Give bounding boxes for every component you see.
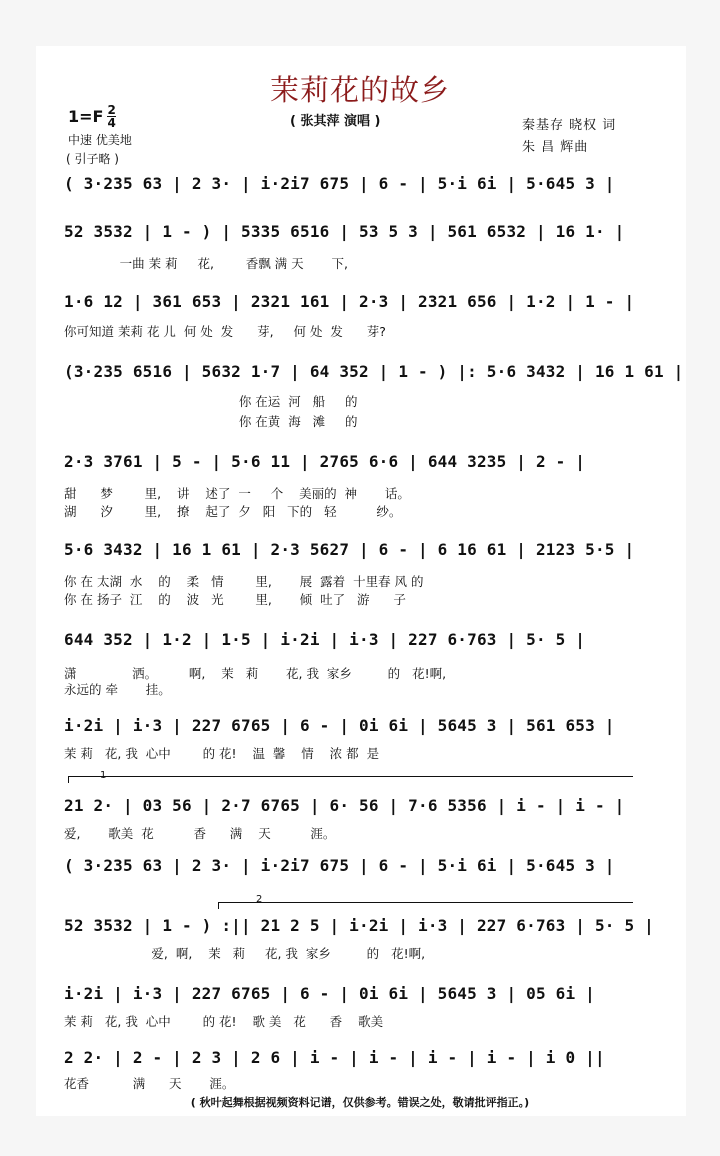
- intro-note: ( 引子略 ): [66, 152, 119, 166]
- lyric-line-8: 茉 莉 花, 我 心中 的 花! 温 馨 情 浓 都 是: [64, 746, 380, 761]
- lyric-line-4a: 你 在运 河 船 的: [64, 394, 358, 409]
- volta-1-label: 1: [100, 770, 107, 781]
- lyric-line-3: 你可知道 茉莉 花 儿 何 处 发 芽, 何 处 发 芽?: [64, 324, 386, 339]
- lyric-line-5a: 甜 梦 里, 讲 述了 一 个 美丽的 神 话。: [64, 486, 410, 501]
- lyric-line-7a: 潇 洒。 啊, 茉 莉 花, 我 家乡 的 花!啊,: [64, 666, 447, 681]
- score-line-9: 21 2· | 03 56 | 2·7 6765 | 6· 56 | 7·6 5356 | i - | i - |: [64, 796, 625, 815]
- volta-2-label: 2: [256, 894, 263, 905]
- score-line-2: 52 3532 | 1 - ) | 5335 6516 | 53 5 3 | 561 6532 | 16 1· |: [64, 222, 625, 241]
- lyric-line-6b: 你 在 扬子 江 的 波 光 里, 倾 吐了 游 子: [64, 592, 406, 607]
- lyric-line-6a: 你 在 太湖 水 的 柔 情 里, 展 露着 十里春 风 的: [64, 574, 424, 589]
- transcriber-note: ( 秋叶起舞根据视频资料记谱，仅供参考。错误之处，敬请批评指正。): [190, 1096, 530, 1109]
- time-top: 2: [107, 103, 116, 117]
- score-line-7: 644 352 | 1·2 | 1·5 | i·2i | i·3 | 227 6·763 | 5· 5 |: [64, 630, 586, 649]
- lyric-line-2: 一曲 茉 莉 花, 香飘 满 天 下,: [64, 256, 348, 271]
- lyric-line-12: 茉 莉 花, 我 心中 的 花! 歌 美 花 香 歌美: [64, 1014, 384, 1029]
- song-title: 茉莉花的故乡: [269, 73, 450, 107]
- score-line-6: 5·6 3432 | 16 1 61 | 2·3 5627 | 6 - | 6 16 61 | 2123 5·5 |: [64, 540, 635, 559]
- lyric-line-9: 爱, 歌美 花 香 满 天 涯。: [64, 826, 336, 841]
- key-signature: [68, 104, 116, 129]
- lyric-line-5b: 湖 汐 里, 撩 起了 夕 阳 下的 轻 纱。: [64, 504, 402, 519]
- score-line-1: ( 3·235 63 | 2 3· | i·2i7 675 | 6 - | 5·i 6i | 5·645 3 |: [64, 174, 615, 193]
- tempo-marking: 中速 优美地: [68, 133, 132, 147]
- score-line-12: i·2i | i·3 | 227 6765 | 6 - | 0i 6i | 5645 3 | 05 6i |: [64, 984, 595, 1003]
- score-line-11: 52 3532 | 1 - ) :|| 21 2 5 | i·2i | i·3 | 227 6·763 | 5· 5 |: [64, 916, 654, 935]
- score-line-10: ( 3·235 63 | 2 3· | i·2i7 675 | 6 - | 5·i 6i | 5·645 3 |: [64, 856, 615, 875]
- lyricist-credit: 秦基存 晓权 词: [522, 118, 617, 133]
- lyric-line-13: 花香 满 天 涯。: [64, 1076, 235, 1091]
- volta-2-bracket: [218, 902, 633, 909]
- score-line-3: 1·6 12 | 361 653 | 2321 161 | 2·3 | 2321 656 | 1·2 | 1 - |: [64, 292, 635, 311]
- singer-credit: ( 张其萍 演唱 ): [290, 114, 381, 129]
- key-label: 1=F: [68, 107, 104, 126]
- time-bottom: 4: [107, 116, 116, 130]
- score-line-8: i·2i | i·3 | 227 6765 | 6 - | 0i 6i | 5645 3 | 561 653 |: [64, 716, 615, 735]
- lyric-line-11: 爱, 啊, 茉 莉 花, 我 家乡 的 花!啊,: [64, 946, 426, 961]
- composer-credit: 朱 昌 辉曲: [522, 140, 589, 155]
- score-line-13: 2 2· | 2 - | 2 3 | 2 6 | i - | i - | i - | i - | i 0 ||: [64, 1048, 605, 1067]
- score-line-5: 2·3 3761 | 5 - | 5·6 11 | 2765 6·6 | 644 3235 | 2 - |: [64, 452, 586, 471]
- volta-1-bracket: [68, 776, 633, 783]
- time-signature: [107, 104, 115, 129]
- lyric-line-7b: 永远的 牵 挂。: [64, 682, 171, 697]
- lyric-line-4b: 你 在黄 海 滩 的: [64, 414, 358, 429]
- score-line-4: (3·235 6516 | 5632 1·7 | 64 352 | 1 - ) |: 5·6 3432 | 16 1 61 |: [64, 362, 684, 381]
